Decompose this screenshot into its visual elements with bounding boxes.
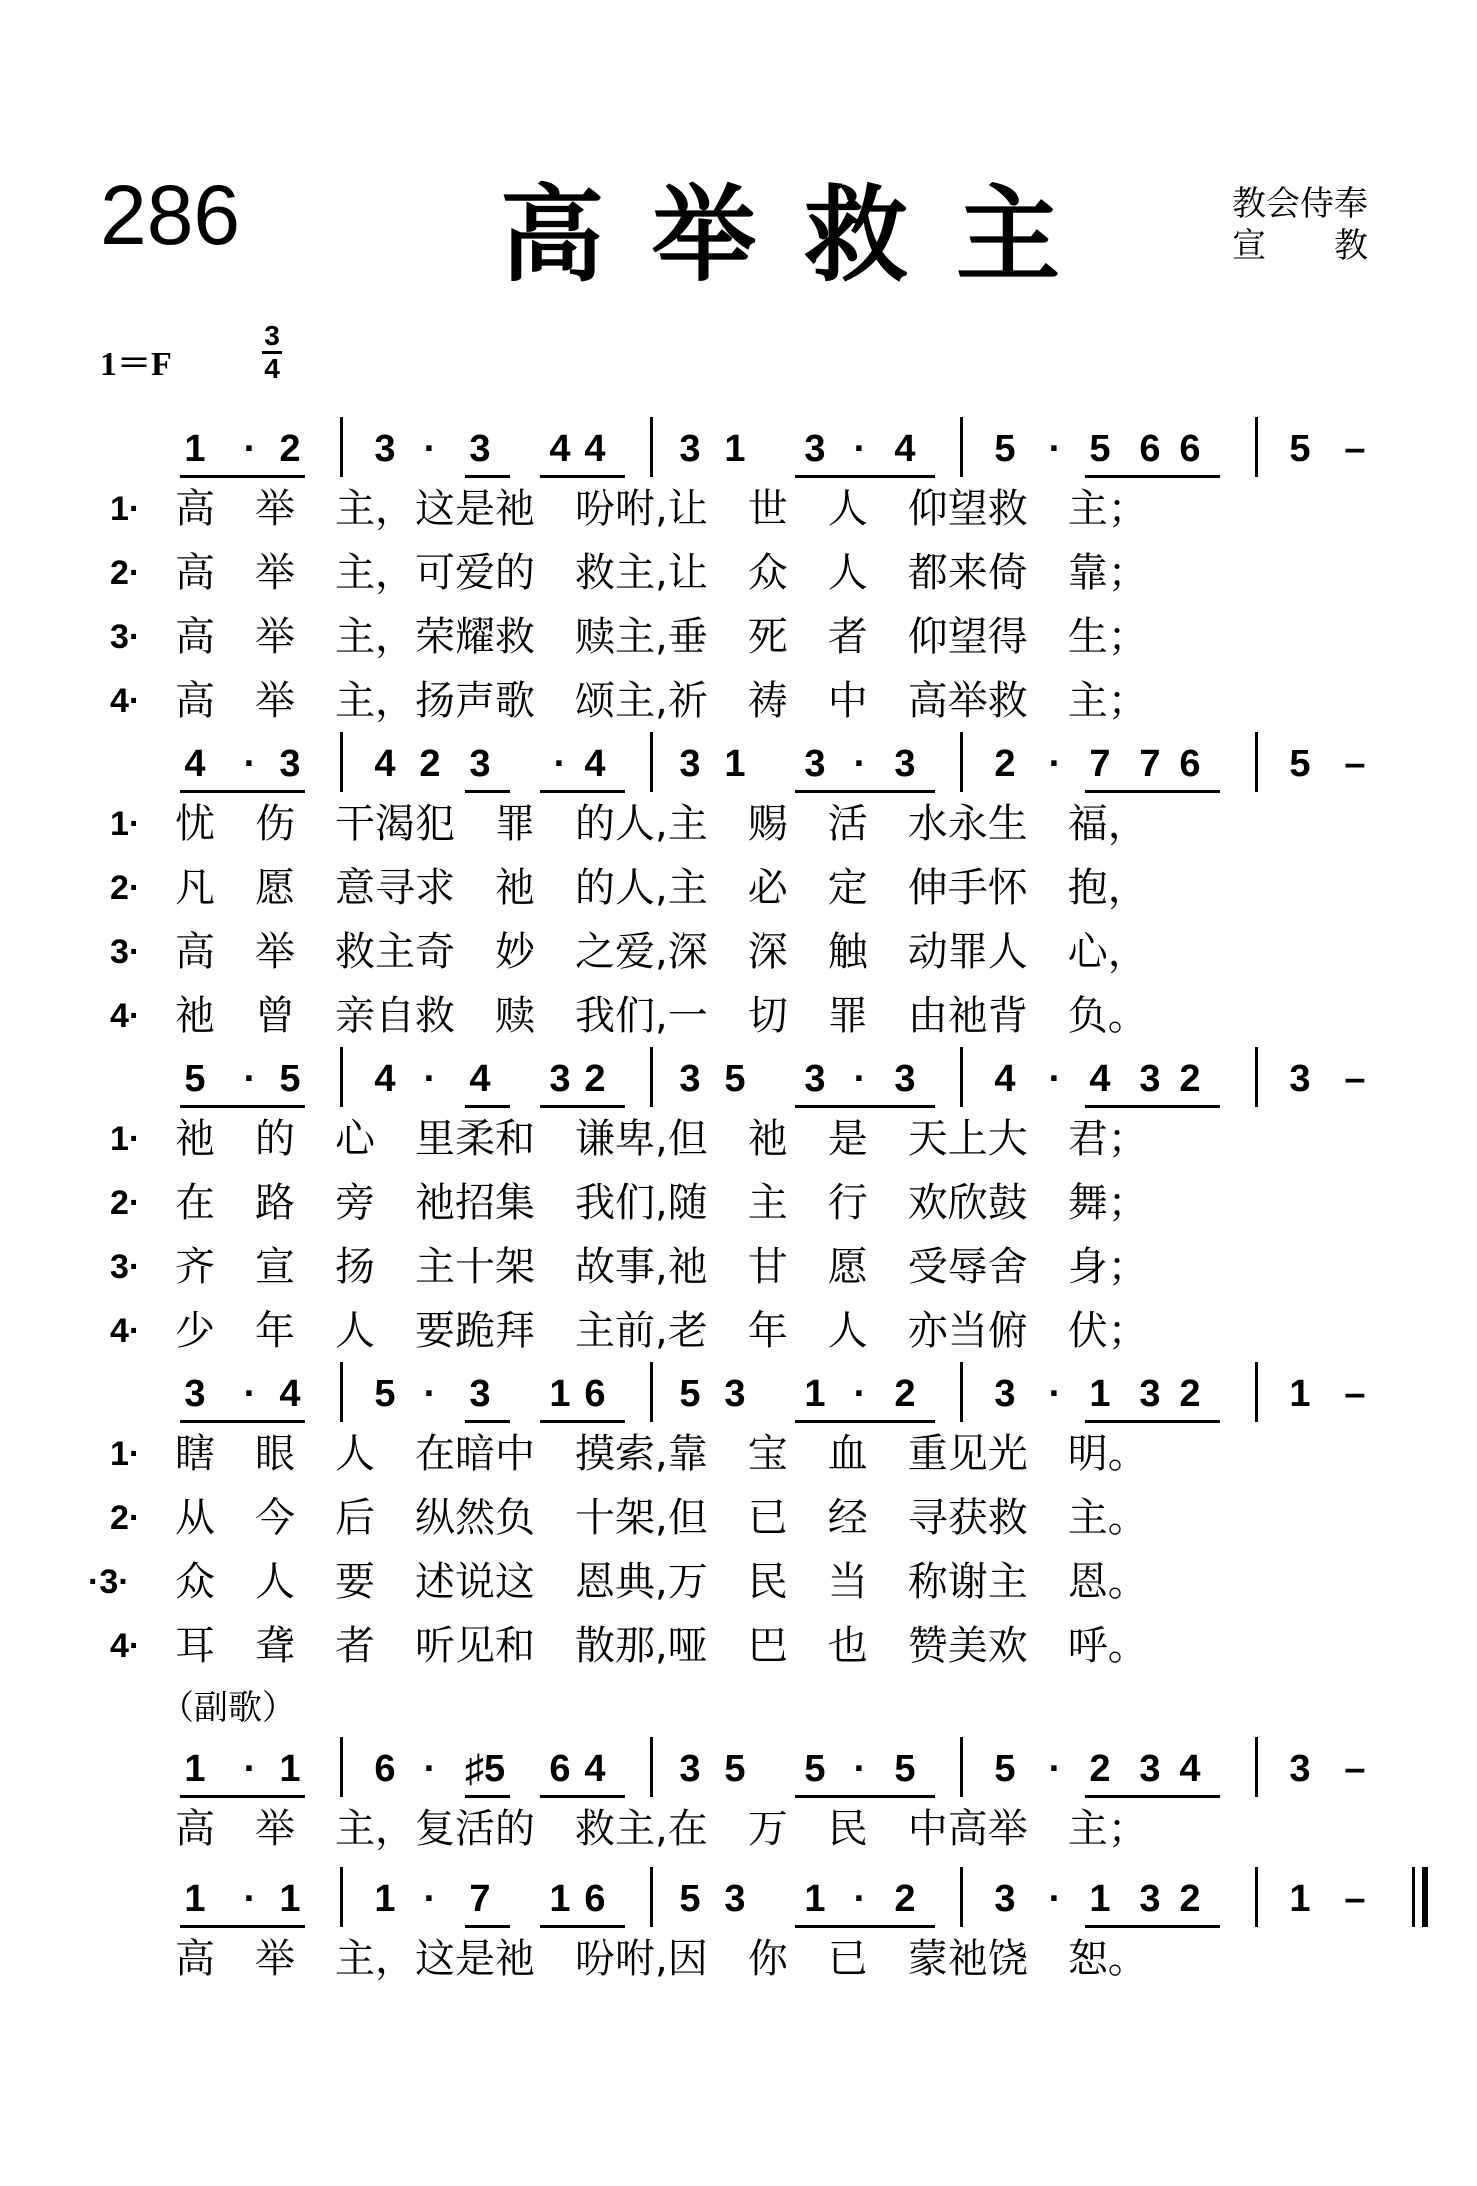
note: 2 (419, 743, 441, 785)
note: 5 (994, 428, 1016, 470)
barline (960, 417, 963, 477)
lyric-line: 高 举 主，可爱的 救主,让 众 人 都来倚 靠； (175, 550, 1148, 596)
note: 4 (584, 428, 606, 470)
note: · (853, 1373, 867, 1415)
beam (795, 1105, 935, 1108)
hymn-title: 高举救主 (500, 174, 1109, 296)
note: – (1344, 743, 1366, 785)
lyric-line: 高 举 主，复活的 救主,在 万 民 中高举 主； (175, 1806, 1148, 1852)
note: 5 (679, 1373, 701, 1415)
verse-number: 2· (110, 554, 141, 592)
barline (1255, 1047, 1258, 1107)
barline (650, 732, 653, 792)
time-denominator: 4 (264, 353, 280, 384)
notation-system-2 (0, 740, 1477, 790)
note: 3 (1139, 1878, 1161, 1920)
note: 3 (804, 1058, 826, 1100)
note: 3 (184, 1373, 206, 1415)
note: 2 (1179, 1373, 1201, 1415)
note: · (423, 1748, 437, 1790)
note: · (853, 1748, 867, 1790)
verse-number: 2· (110, 1499, 141, 1537)
note: 4 (549, 428, 571, 470)
note: – (1344, 1058, 1366, 1100)
note: · (1048, 1878, 1062, 1920)
verse-number: 4· (110, 997, 141, 1035)
barline (650, 1362, 653, 1422)
note: · (853, 428, 867, 470)
note: 3 (469, 743, 491, 785)
note: 5 (994, 1748, 1016, 1790)
note: 5 (374, 1373, 396, 1415)
barline (1255, 417, 1258, 477)
beam (1085, 1105, 1220, 1108)
note: 1 (549, 1373, 571, 1415)
note: 3 (374, 428, 396, 470)
note: 3 (1289, 1748, 1311, 1790)
note: 3 (724, 1373, 746, 1415)
note: 3 (549, 1058, 571, 1100)
lyric-line: 耳 聋 者 听见和 散那,哑 巴 也 赞美欢 呼。 (175, 1623, 1148, 1669)
beam (465, 1925, 510, 1928)
lyric-line: 齐 宣 扬 主十架 故事,祂 甘 愿 受辱舍 身； (175, 1244, 1148, 1290)
beam (1085, 1795, 1220, 1798)
final-barline (1412, 1867, 1415, 1927)
beam (465, 1420, 510, 1423)
barline (960, 732, 963, 792)
note: 3 (724, 1878, 746, 1920)
note: 3 (469, 428, 491, 470)
note: 5 (894, 1748, 916, 1790)
beam (795, 1925, 935, 1928)
verse-number: 3· (110, 933, 141, 971)
beam (540, 475, 625, 478)
note: 4 (894, 428, 916, 470)
note: 6 (1179, 428, 1201, 470)
note: 1 (724, 428, 746, 470)
note: 3 (679, 743, 701, 785)
note: · (853, 1058, 867, 1100)
note: 5 (679, 1878, 701, 1920)
lyric-line: 忧 伤 干渴犯 罪 的人,主 赐 活 水永生 福， (175, 801, 1148, 847)
barline (650, 1737, 653, 1797)
note: 1 (804, 1878, 826, 1920)
note: 3 (804, 743, 826, 785)
beam (540, 1795, 625, 1798)
final-barline (1422, 1867, 1428, 1927)
barline (650, 417, 653, 477)
note: 2 (1179, 1058, 1201, 1100)
note: 6 (584, 1373, 606, 1415)
note: · (853, 743, 867, 785)
note: 1 (724, 743, 746, 785)
barline (340, 1737, 343, 1797)
note: · (853, 1878, 867, 1920)
beam (795, 1420, 935, 1423)
note: – (1344, 428, 1366, 470)
note: 1 (1289, 1373, 1311, 1415)
notation-system-4 (0, 1370, 1477, 1420)
beam (540, 790, 625, 793)
note: – (1344, 1878, 1366, 1920)
barline (960, 1047, 963, 1107)
beam (465, 475, 510, 478)
beam (465, 1105, 510, 1108)
note: · (1048, 1058, 1062, 1100)
barline (1255, 1737, 1258, 1797)
note: 6 (1179, 743, 1201, 785)
note: 3 (1139, 1058, 1161, 1100)
note: 6 (549, 1748, 571, 1790)
note: · (1048, 1748, 1062, 1790)
beam (180, 1925, 305, 1928)
note: 1 (279, 1878, 301, 1920)
verse-number: 4· (110, 1312, 141, 1350)
note: 4 (584, 743, 606, 785)
lyric-line: 高 举 主，这是祂 吩咐,因 你 已 蒙祂饶 恕。 (175, 1936, 1148, 1982)
note: 5 (724, 1748, 746, 1790)
note: · (243, 428, 257, 470)
credit-line-2: 宣 教 (1232, 226, 1368, 266)
barline (650, 1867, 653, 1927)
barline (340, 417, 343, 477)
notation-system-1 (0, 425, 1477, 475)
beam (465, 790, 510, 793)
note: 5 (1289, 428, 1311, 470)
beam (465, 1795, 510, 1798)
barline (340, 1362, 343, 1422)
note: 6 (374, 1748, 396, 1790)
note: 3 (1139, 1373, 1161, 1415)
note: 4 (374, 743, 396, 785)
note: 1 (184, 1748, 206, 1790)
note: 4 (1179, 1748, 1201, 1790)
note: 6 (584, 1878, 606, 1920)
verse-number: 4· (110, 682, 141, 720)
note: · (243, 1058, 257, 1100)
note: 6 (1139, 428, 1161, 470)
notation-system-6 (0, 1875, 1477, 1925)
note: 5 (804, 1748, 826, 1790)
note: 3 (679, 1058, 701, 1100)
note: 5 (184, 1058, 206, 1100)
verse-number: ·3· (88, 1563, 130, 1601)
beam (180, 475, 305, 478)
note: – (1344, 1748, 1366, 1790)
note: 4 (374, 1058, 396, 1100)
note: 4 (469, 1058, 491, 1100)
note: 7 (469, 1878, 491, 1920)
beam (1085, 1925, 1220, 1928)
beam (180, 1105, 305, 1108)
note: · (423, 428, 437, 470)
note: 2 (1179, 1878, 1201, 1920)
note: 4 (279, 1373, 301, 1415)
beam (180, 1795, 305, 1798)
verse-number: 3· (110, 1248, 141, 1286)
beam (540, 1420, 625, 1423)
beam (795, 790, 935, 793)
beam (180, 1420, 305, 1423)
lyric-line: 高 举 主，荣耀救 赎主,垂 死 者 仰望得 生； (175, 614, 1148, 660)
note: 3 (679, 1748, 701, 1790)
note: 1 (1089, 1878, 1111, 1920)
barline (1255, 1362, 1258, 1422)
beam (540, 1105, 625, 1108)
note: 2 (584, 1058, 606, 1100)
note: 3 (279, 743, 301, 785)
notation-system-3 (0, 1055, 1477, 1105)
note: 5 (724, 1058, 746, 1100)
barline (340, 1047, 343, 1107)
note: 5 (1089, 428, 1111, 470)
beam (1085, 790, 1220, 793)
beam (795, 475, 935, 478)
beam (540, 1925, 625, 1928)
hymn-number: 286 (100, 168, 241, 262)
key-signature: 1＝F (100, 346, 172, 383)
note: 1 (549, 1878, 571, 1920)
note: · (1048, 428, 1062, 470)
barline (340, 1867, 343, 1927)
note: 7 (1089, 743, 1111, 785)
lyric-line: 从 今 后 纵然负 十架,但 已 经 寻获救 主。 (175, 1495, 1148, 1541)
note: 5 (1289, 743, 1311, 785)
note: 4 (1089, 1058, 1111, 1100)
lyric-line: 少 年 人 要跪拜 主前,老 年 人 亦当俯 伏； (175, 1308, 1148, 1354)
verse-number: 1· (110, 1120, 141, 1158)
barline (960, 1362, 963, 1422)
note: 3 (894, 743, 916, 785)
lyric-line: 祂 曾 亲自救 赎 我们,一 切 罪 由祂背 负。 (175, 993, 1148, 1039)
barline (650, 1047, 653, 1107)
note: 3 (1139, 1748, 1161, 1790)
note: ♯5 (465, 1748, 506, 1790)
note: 1 (1289, 1878, 1311, 1920)
note: 1 (804, 1373, 826, 1415)
verse-number: 1· (110, 490, 141, 528)
verse-number: 2· (110, 869, 141, 907)
note: 1 (184, 1878, 206, 1920)
barline (1255, 1867, 1258, 1927)
note: · (243, 1748, 257, 1790)
verse-number: 1· (110, 1435, 141, 1473)
note: 2 (279, 428, 301, 470)
note: 3 (994, 1878, 1016, 1920)
note: 4 (994, 1058, 1016, 1100)
note: · (423, 1058, 437, 1100)
beam (180, 790, 305, 793)
note: 3 (1289, 1058, 1311, 1100)
note: 3 (894, 1058, 916, 1100)
note: 1 (374, 1878, 396, 1920)
note: 1 (279, 1748, 301, 1790)
note: 1 (184, 428, 206, 470)
note: 2 (1089, 1748, 1111, 1790)
note: 4 (184, 743, 206, 785)
note: · (1048, 743, 1062, 785)
note: 2 (894, 1373, 916, 1415)
beam (1085, 1420, 1220, 1423)
lyric-line: 众 人 要 述说这 恩典,万 民 当 称谢主 恩。 (175, 1559, 1148, 1605)
note: 3 (469, 1373, 491, 1415)
note: · (1048, 1373, 1062, 1415)
note: 4 (584, 1748, 606, 1790)
notation-system-5 (0, 1745, 1477, 1795)
verse-number: 2· (110, 1184, 141, 1222)
note: 3 (804, 428, 826, 470)
verse-number: 3· (110, 618, 141, 656)
note: – (1344, 1373, 1366, 1415)
verse-number: 4· (110, 1627, 141, 1665)
lyric-line: 高 举 主，扬声歌 颂主,祈 祷 中 高举救 主； (175, 678, 1148, 724)
lyric-line: 高 举 主，这是祂 吩咐,让 世 人 仰望救 主； (175, 486, 1148, 532)
note: · (243, 743, 257, 785)
note: 1 (1089, 1373, 1111, 1415)
time-signature (262, 322, 282, 383)
chorus-label: （副歌） (160, 1688, 296, 1728)
beam (795, 1795, 935, 1798)
lyric-line: 在 路 旁 祂招集 我们,随 主 行 欢欣鼓 舞； (175, 1180, 1148, 1226)
credit-line-1: 教会侍奉 (1232, 184, 1368, 224)
lyric-line: 瞎 眼 人 在暗中 摸索,靠 宝 血 重见光 明。 (175, 1431, 1148, 1477)
barline (960, 1737, 963, 1797)
note: 2 (994, 743, 1016, 785)
note: 3 (679, 428, 701, 470)
barline (340, 732, 343, 792)
verse-number: 1· (110, 805, 141, 843)
note: · (423, 1373, 437, 1415)
beam (1085, 475, 1220, 478)
note: 7 (1139, 743, 1161, 785)
note: · (243, 1373, 257, 1415)
note: · (243, 1878, 257, 1920)
note: 5 (279, 1058, 301, 1100)
time-numerator: 3 (264, 320, 280, 351)
note: · (423, 1878, 437, 1920)
lyric-line: 高 举 救主奇 妙 之爱,深 深 触 动罪人 心， (175, 929, 1148, 975)
barline (960, 1867, 963, 1927)
note: 2 (894, 1878, 916, 1920)
barline (1255, 732, 1258, 792)
note: · (553, 743, 567, 785)
lyric-line: 祂 的 心 里柔和 谦卑,但 祂 是 天上大 君； (175, 1116, 1148, 1162)
lyric-line: 凡 愿 意寻求 祂 的人,主 必 定 伸手怀 抱， (175, 865, 1148, 911)
note: 3 (994, 1373, 1016, 1415)
